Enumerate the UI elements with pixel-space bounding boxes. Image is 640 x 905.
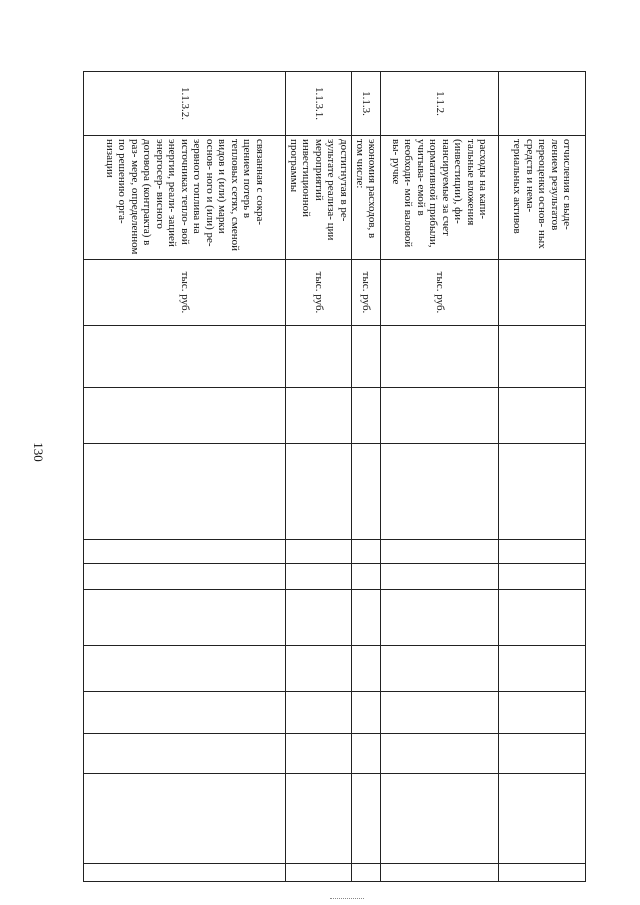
row-unit: тыс. руб. <box>352 260 381 326</box>
row-code: 1.1.3. <box>352 72 381 136</box>
row-code: 1.1.3.1. <box>286 72 352 136</box>
empty-cell <box>352 774 381 864</box>
empty-cell <box>84 646 286 692</box>
empty-cell <box>352 590 381 646</box>
page-number: 130 <box>31 442 46 462</box>
empty-cell <box>84 590 286 646</box>
empty-cell <box>352 444 381 540</box>
empty-cell <box>286 774 352 864</box>
empty-cell <box>84 864 286 882</box>
data-table-rotated <box>84 71 586 881</box>
table-row <box>499 72 586 882</box>
empty-cell <box>352 864 381 882</box>
empty-cell <box>381 388 499 444</box>
empty-cell <box>381 692 499 734</box>
empty-cell <box>499 540 586 564</box>
empty-cell <box>499 326 586 388</box>
empty-cell <box>499 444 586 540</box>
row-unit: тыс. руб. <box>84 260 286 326</box>
table-row <box>381 72 499 882</box>
empty-cell <box>286 734 352 774</box>
empty-cell <box>84 774 286 864</box>
row-description: связанная с сокра- щением потерь в тепловых сетях, сменой видов и (или) марки основ- ного и (или) ре- зервного топлива на источниках тепло- вой энергии, реали- зацией энергосер- висного договора (контракта) в раз- мере, определенном по решению орга- низации <box>84 136 286 260</box>
empty-cell <box>381 734 499 774</box>
empty-cell <box>381 540 499 564</box>
row-unit <box>499 260 586 326</box>
empty-cell <box>352 734 381 774</box>
empty-cell <box>381 646 499 692</box>
data-table <box>83 71 586 882</box>
empty-cell <box>352 646 381 692</box>
empty-cell <box>381 864 499 882</box>
row-description: достигнутая в ре- зультате реализа- ции мероприятий инвестиционной программы <box>286 136 352 260</box>
empty-cell <box>499 590 586 646</box>
row-unit: тыс. руб. <box>286 260 352 326</box>
empty-cell <box>352 564 381 590</box>
empty-cell <box>84 540 286 564</box>
row-description: расходы на капи- тальные вложения (инвестиции), фи- нансируемые за счет нормативной прибыли, учитыва- емой в необходи- мой валовой вы- ручке <box>381 136 499 260</box>
empty-cell <box>499 774 586 864</box>
empty-cell <box>352 692 381 734</box>
empty-cell <box>84 388 286 444</box>
empty-cell <box>286 540 352 564</box>
empty-cell <box>499 646 586 692</box>
empty-cell <box>84 444 286 540</box>
empty-cell <box>381 774 499 864</box>
table-row <box>286 72 352 882</box>
empty-cell <box>499 564 586 590</box>
empty-cell <box>286 326 352 388</box>
row-description: отчисления с выде- лением результатов переоценки основ- ных средств и нема- териальных активов <box>499 136 586 260</box>
empty-cell <box>381 444 499 540</box>
table-row <box>84 72 286 882</box>
empty-cell <box>352 326 381 388</box>
empty-cell <box>286 444 352 540</box>
empty-cell <box>84 692 286 734</box>
empty-cell <box>352 540 381 564</box>
row-description: экономия расходов, в том числе: <box>352 136 381 260</box>
empty-cell <box>84 734 286 774</box>
empty-cell <box>381 590 499 646</box>
row-code: 1.1.3.2. <box>84 72 286 136</box>
empty-cell <box>286 388 352 444</box>
empty-cell <box>381 564 499 590</box>
empty-cell <box>499 734 586 774</box>
empty-cell <box>499 692 586 734</box>
empty-cell <box>286 564 352 590</box>
empty-cell <box>286 646 352 692</box>
row-unit: тыс. руб. <box>381 260 499 326</box>
empty-cell <box>84 326 286 388</box>
empty-cell <box>84 564 286 590</box>
scan-mark <box>330 898 364 900</box>
empty-cell <box>499 864 586 882</box>
empty-cell <box>286 864 352 882</box>
empty-cell <box>286 590 352 646</box>
row-code: 1.1.2. <box>381 72 499 136</box>
empty-cell <box>352 388 381 444</box>
empty-cell <box>381 326 499 388</box>
empty-cell <box>499 388 586 444</box>
table-row <box>352 72 381 882</box>
row-code <box>499 72 586 136</box>
empty-cell <box>286 692 352 734</box>
